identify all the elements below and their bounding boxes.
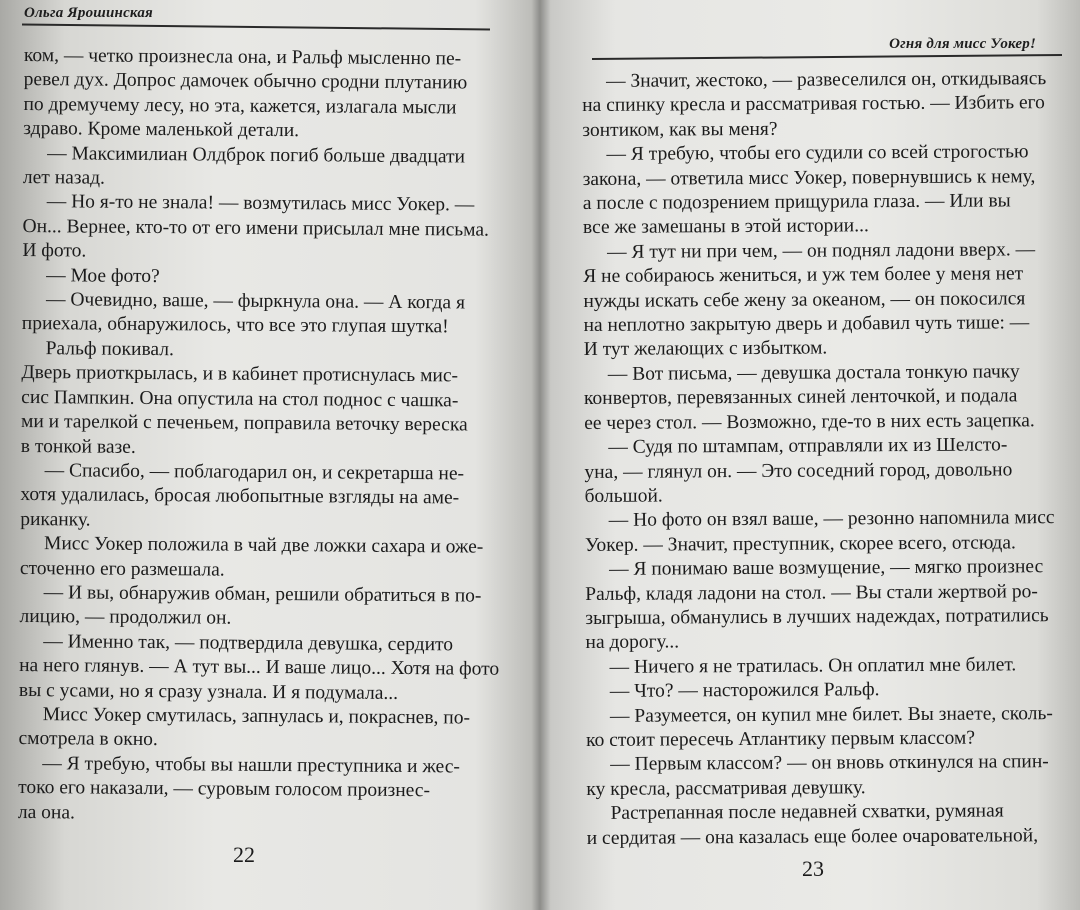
text-line: Ральф покивал. [45,338,174,361]
text-line: уна, — глянул он. — Это соседний город, довольно [584,458,1013,483]
text-line: лет назад. [22,167,106,189]
text-line: Растрепанная после недавней схватки, румяная [610,800,1004,825]
running-head-title: Огня для мисс Уокер! [889,36,1036,52]
text-line: ком, — четко произнесла она, и Ральф мысленно пе- [23,44,462,70]
text-line: токо его наказали, — суровым голосом произнес- [18,777,431,802]
text-line: — Я требую, чтобы вы нашли преступника и жес- [42,752,460,778]
text-line: Мисс Уокер положила в чай две ложки сахара и оже- [43,533,484,558]
page-number: 23 [802,856,824,881]
text-line: нужды искать себе жену за океаном, — он покосился [583,287,1026,312]
text-line: ми и тарелкой с печеньем, поправила веточку вереска [20,411,468,436]
text-line: в тонкой вазе. [20,435,136,458]
text-line: приехала, обнаружилось, что все это глупая шутка! [21,313,449,338]
text-line: — Что? — насторожился Ральф. [609,679,880,702]
text-line: Он... Вернее, кто-то от его имени присылал мне письма. [22,215,490,241]
text-line: Уокер. — Значит, преступник, скорее всего, отсюда. [584,532,1016,556]
header-rule [592,54,1062,60]
text-line: ла она. [17,801,76,824]
text-line: и сердитая — она казалась еще более очаровательной, [586,824,1039,849]
text-line: — И вы, обнаружив обман, решили обратиться в по- [43,582,482,607]
text-line: ревел дух. Допрос дамочек обычно сродни плутанию [23,69,468,94]
text-line: — Разумеется, он купил мне билет. Вы знаете, сколь- [609,702,1053,727]
text-line: — Именно так, — подтвердила девушка, сердито [43,630,454,656]
running-head-author: Ольга Ярошинская [24,5,153,21]
text-line: хотя удалилась, бросая любопытные взгляды на аме- [20,484,460,509]
text-line: риканку. [20,508,91,531]
text-line: — Значит, жестоко, — развеселился он, откидываясь [606,68,1047,92]
text-line: — Я тут ни при чем, — он поднял ладони вверх. — [607,239,1036,263]
text-line: Я не собираюсь жениться, и уж тем более у меня нет [583,263,1024,288]
text-line: И тут желающих с избытком. [583,337,828,361]
text-line: — Судя по штампам, отправляли их из Шелсто- [608,434,1008,458]
text-line: Мисс Уокер смутилась, запнулась и, покраснев, по- [42,704,471,729]
text-line: — Спасибо, — поблагодарил он, и секретарша не- [44,460,465,485]
text-line: на неплотно закрытую дверь и добавил чуть тише: — [583,312,1030,337]
text-line: — Ничего я не тратилась. Он оплатил мне билет. [609,654,1017,678]
text-line: — Но фото он взял ваше, — резонно напомнила мисс [608,507,1055,532]
text-line: И фото. [22,240,87,262]
text-line: здраво. Кроме маленькой детали. [23,118,300,142]
text-line: ко стоит пересечь Атлантику первым классом? [586,727,976,751]
text-line: закона, — ответила мисс Уокер, повернувшись к нему, [582,165,1036,190]
text-line: — Но я-то не знала! — возмутилась мисс Уокер. — [46,191,475,216]
text-line: — Я понимаю ваше возмущение, — мягко произнес [608,556,1044,580]
text-line: — Очевидно, ваше, — фыркнула она. — А когда я [45,289,466,314]
text-line: большой. [584,485,663,507]
text-line: ку кресла, рассматривая девушку. [586,777,866,800]
text-line: на спинку кресла и рассматривая гостью. — Избить его [582,92,1045,117]
text-line: зыгрыша, обманулись в лучших надеждах, потратились [585,605,1049,629]
text-line: ее через стол. — Возможно, где-то в них есть зацепка. [584,409,1035,434]
text-line: — Я требую, чтобы его судили со всей строгостью [606,141,1029,166]
text-line: Ральф, кладя ладони на стол. — Вы стали жертвой ро- [585,580,1038,605]
text-line: по дремучему лесу, но эта, кажется, излагала мысли [23,93,457,119]
text-line: сис Пампкин. Она опустила на стол поднос с чашка- [21,386,459,412]
text-line: Дверь приоткрылась, и в кабинет протиснулась мис- [21,362,459,387]
text-line: — Вот письма, — девушка достала тонкую пачку [607,361,1020,385]
text-line: — Максимилиан Олдброк погиб больше двадцати [47,142,466,168]
text-line: смотрела в окно. [18,728,158,751]
text-line: — Первым классом? — он вновь откинулся на спин- [610,751,1049,776]
text-line: конвертов, перевязанных синей ленточкой, и подала [583,385,1018,410]
page-text [582,67,1063,851]
text-line: сточенно его размешала. [19,557,225,581]
header-rule [22,24,490,31]
right-page [540,0,1080,910]
text-line: все же замешаны в этой истории... [582,215,869,239]
text-line: вы с усами, но я сразу узнала. И я подумала... [18,679,399,704]
text-line: — Мое фото? [46,264,160,287]
text-line: на дорогу... [585,631,680,654]
text-line: лицию, — продолжил он. [19,606,232,629]
page-text [17,44,500,829]
text-line: зонтиком, как вы меня? [582,118,778,141]
text-line: на него глянув. — А тут вы... И ваше лицо... Хотя на фото [19,655,500,680]
text-line: а после с подозрением прищурила глаза. — Или вы [582,190,1011,215]
page-number: 22 [233,842,255,867]
